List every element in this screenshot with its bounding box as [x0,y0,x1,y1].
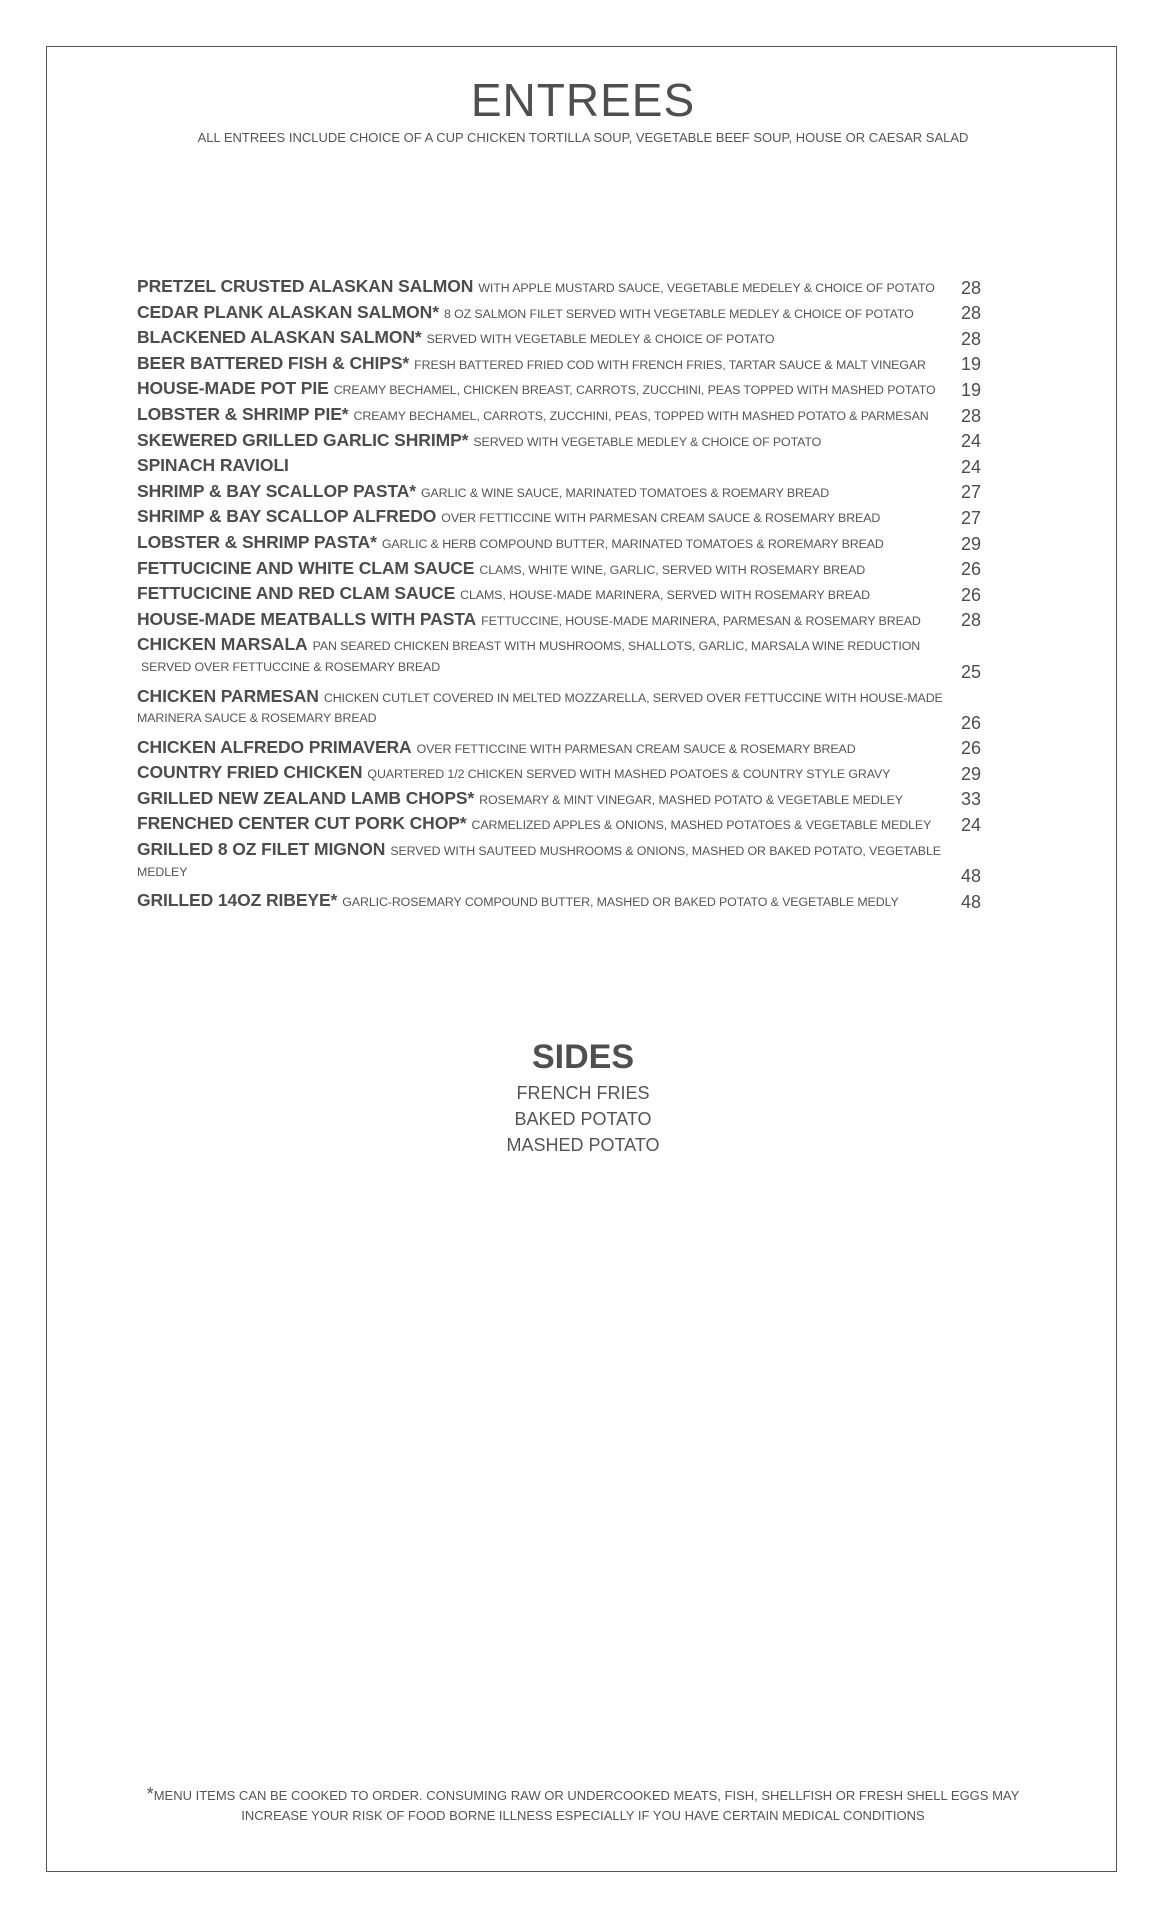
item-description: FRESH BATTERED FRIED COD WITH FRENCH FRIES, TARTAR SAUCE & MALT VINEGAR [414,357,926,372]
item-price: 24 [961,815,982,836]
menu-item [137,609,997,635]
item-line [137,660,997,686]
menu-item [137,506,997,532]
menu-item [137,430,997,456]
item-price: 26 [961,584,982,605]
item-price: 26 [961,712,982,733]
disclaimer-text: MENU ITEMS CAN BE COOKED TO ORDER. CONSUMING RAW OR UNDERCOOKED MEATS, FISH, SHELLFISH OR FRESH SHELL EGGS MAY [153,1788,1020,1803]
item-name: SPINACH RAVIOLI [137,455,289,476]
item-price: 19 [961,379,982,400]
item-description: QUARTERED 1/2 CHICKEN SERVED WITH MASHED POATOES & COUNTRY STYLE GRAVY [367,767,891,782]
menu-item [137,532,997,558]
item-description: GARLIC & HERB COMPOUND BUTTER, MARINATED TOMATOES & ROREMARY BREAD [381,536,884,551]
item-line [137,711,997,737]
item-price: 29 [961,533,982,554]
menu-item [137,558,997,584]
page-subtitle: ALL ENTREES INCLUDE CHOICE OF A CUP CHICKEN TORTILLA SOUP, VEGETABLE BEEF SOUP, HOUSE OR CAESAR SALAD [197,130,969,145]
item-price: 25 [961,661,982,682]
item-description: GARLIC-ROSEMARY COMPOUND BUTTER, MASHED OR BAKED POTATO & VEGETABLE MEDLY [342,895,899,910]
item-line [137,634,997,660]
item-name: LOBSTER & SHRIMP PASTA* [137,531,377,552]
food-safety-disclaimer [0,1784,1166,1826]
item-name: HOUSE-MADE MEATBALLS WITH PASTA [137,608,477,629]
side-item: FRENCH FRIES [516,1083,650,1103]
sides-title: SIDES [531,1038,635,1076]
menu-item [137,788,997,814]
menu-item [137,276,997,302]
item-name: FETTUCICINE AND WHITE CLAM SAUCE [137,557,475,578]
item-description: CARMELIZED APPLES & ONIONS, MASHED POTATOES & VEGETABLE MEDLEY [471,818,932,833]
item-name: GRILLED NEW ZEALAND LAMB CHOPS* [137,787,475,808]
menu-item [137,455,997,481]
item-name: FETTUCICINE AND RED CLAM SAUCE [137,583,456,604]
item-description: SERVED WITH SAUTEED MUSHROOMS & ONIONS, MASHED OR BAKED POTATO, VEGETABLE [390,844,941,859]
item-name: BEER BATTERED FISH & CHIPS* [137,352,410,373]
menu-item [137,378,997,404]
item-price: 28 [961,303,982,324]
item-description-continued: MEDLEY [137,864,188,879]
menu-item [137,634,997,685]
entree-list [137,276,997,916]
item-description: 8 OZ SALMON FILET SERVED WITH VEGETABLE MEDLEY & CHOICE OF POTATO [443,306,914,321]
item-name: CHICKEN ALFREDO PRIMAVERA [137,736,412,757]
item-description: WITH APPLE MUSTARD SAUCE, VEGETABLE MEDELEY & CHOICE OF POTATO [478,281,935,295]
item-line [137,865,997,891]
item-description: OVER FETTICCINE WITH PARMESAN CREAM SAUCE & ROSEMARY BREAD [441,511,881,526]
item-name: SHRIMP & BAY SCALLOP PASTA* [137,480,416,501]
menu-item [137,890,997,916]
item-description: SERVED WITH VEGETABLE MEDLEY & CHOICE OF POTATO [473,434,822,449]
item-price: 26 [961,738,982,759]
asterisk-mark: * [146,1784,154,1804]
item-price: 24 [961,456,982,477]
sides-list [0,1080,1166,1158]
item-price: 28 [961,610,982,631]
item-name: GRILLED 8 OZ FILET MIGNON [137,839,386,860]
menu-item [137,813,997,839]
item-name: SHRIMP & BAY SCALLOP ALFREDO [137,506,437,527]
item-description: ROSEMARY & MINT VINEGAR, MASHED POTATO & VEGETABLE MEDLEY [479,792,903,807]
item-name: CHICKEN MARSALA [137,634,308,655]
item-price: 29 [961,763,982,784]
item-name: LOBSTER & SHRIMP PIE* [137,403,349,424]
disclaimer-line [0,1784,1166,1806]
item-price: 19 [961,354,982,375]
item-price: 28 [961,328,982,349]
side-item: BAKED POTATO [514,1109,652,1129]
item-price: 33 [961,789,982,810]
menu-item [137,583,997,609]
item-description: CHICKEN CUTLET COVERED IN MELTED MOZZARELLA, SERVED OVER FETTUCCINE WITH HOUSE-MADE [323,690,943,705]
item-price: 48 [961,866,982,887]
menu-item [137,686,997,737]
item-price: 27 [961,482,982,503]
item-description: CREAMY BECHAMEL, CARROTS, ZUCCHINI, PEAS, TOPPED WITH MASHED POTATO & PARMESAN [353,408,929,423]
item-description: SERVED WITH VEGETABLE MEDLEY & CHOICE OF POTATO [426,332,775,347]
item-name: BLACKENED ALASKAN SALMON* [137,327,422,348]
item-name: PRETZEL CRUSTED ALASKAN SALMON [137,276,474,296]
menu-item [137,481,997,507]
side-item: MASHED POTATO [506,1135,660,1155]
item-description-continued: MARINERA SAUCE & ROSEMARY BREAD [137,711,377,726]
item-description: OVER FETTICCINE WITH PARMESAN CREAM SAUCE & ROSEMARY BREAD [416,741,856,756]
menu-item [137,839,997,890]
menu-item [137,404,997,430]
menu-item [137,353,997,379]
item-price: 28 [961,405,982,426]
menu-item [137,762,997,788]
item-description: CLAMS, WHITE WINE, GARLIC, SERVED WITH ROSEMARY BREAD [479,562,866,577]
item-price: 24 [961,431,982,452]
item-price: 48 [961,891,982,912]
item-name: COUNTRY FRIED CHICKEN [137,762,363,783]
item-description-continued: SERVED OVER FETTUCCINE & ROSEMARY BREAD [141,659,441,674]
item-name: CEDAR PLANK ALASKAN SALMON* [137,301,439,322]
item-name: FRENCHED CENTER CUT PORK CHOP* [137,813,467,834]
menu-item [137,302,997,328]
item-name: SKEWERED GRILLED GARLIC SHRIMP* [137,429,469,450]
menu-item [137,737,997,763]
item-price: 27 [961,507,982,528]
item-description: FETTUCCINE, HOUSE-MADE MARINERA, PARMESAN & ROSEMARY BREAD [481,613,921,628]
item-description: CLAMS, HOUSE-MADE MARINERA, SERVED WITH ROSEMARY BREAD [460,588,870,603]
item-description: GARLIC & WINE SAUCE, MARINATED TOMATOES & ROEMARY BREAD [420,485,830,500]
item-name: GRILLED 14OZ RIBEYE* [137,890,338,911]
item-name: HOUSE-MADE POT PIE [137,378,329,399]
disclaimer-line: INCREASE YOUR RISK OF FOOD BORNE ILLNESS ESPECIALLY IF YOU HAVE CERTAIN MEDICAL CONDITIONS [241,1808,925,1823]
item-line [137,839,997,865]
item-line [137,686,997,712]
page-title: ENTREES [470,74,696,126]
item-name: CHICKEN PARMESAN [137,685,319,706]
item-description: PAN SEARED CHICKEN BREAST WITH MUSHROOMS, SHALLOTS, GARLIC, MARSALA WINE REDUCTION [312,639,921,654]
item-description: CREAMY BECHAMEL, CHICKEN BREAST, CARROTS, ZUCCHINI, PEAS TOPPED WITH MASHED POTATO [333,383,936,398]
item-price: 26 [961,559,982,580]
item-price: 28 [961,277,982,298]
menu-item [137,327,997,353]
